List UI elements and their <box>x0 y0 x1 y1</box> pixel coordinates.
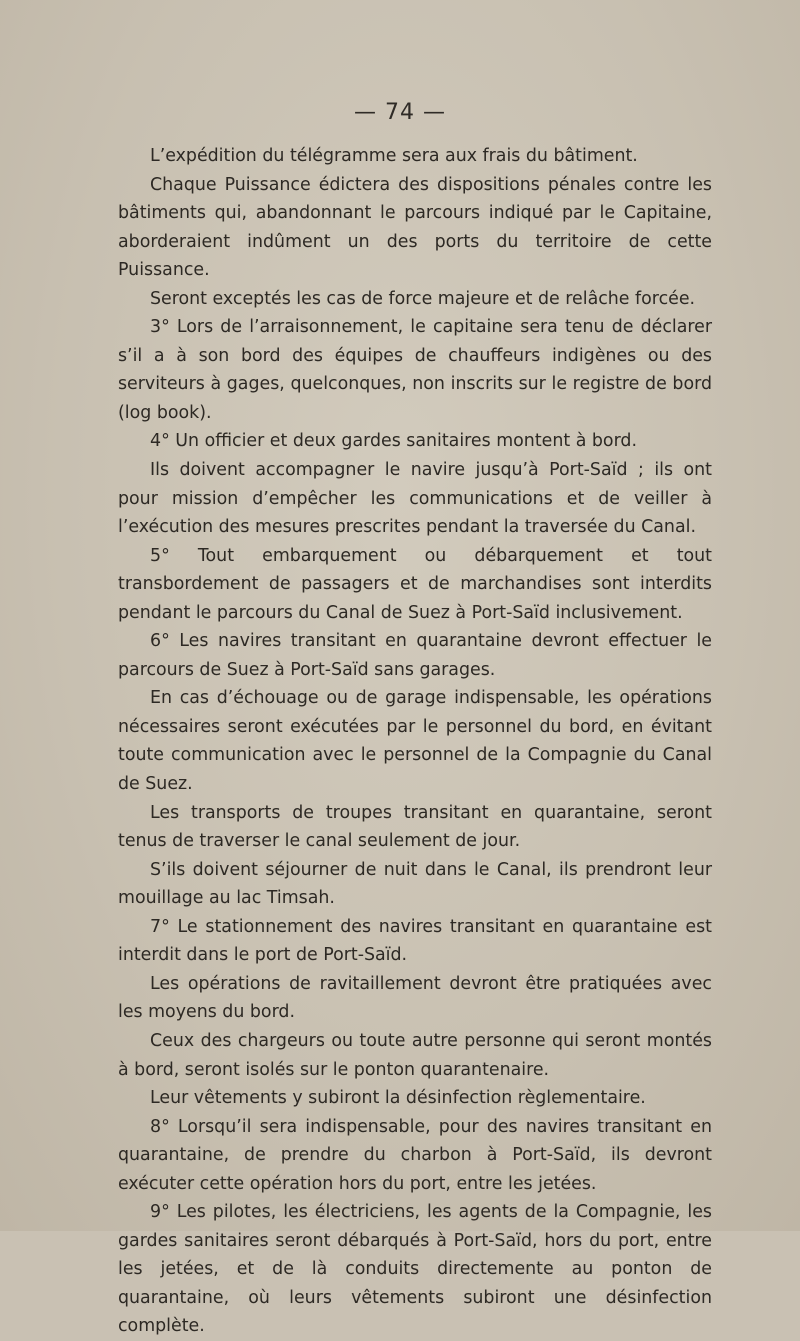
paragraph: Ils doivent accompagner le navire jusqu’à Port-Saïd ; ils ont pour mission d’empêcher les communications et de veiller à l’exécution des mesures prescrites pendant la traversée du Canal. <box>118 460 712 538</box>
paragraph: Ceux des chargeurs ou toute autre personne qui seront montés à bord, seront isolés sur le ponton quarantenaire. <box>118 1030 712 1080</box>
paragraph: S’ils doivent séjourner de nuit dans le Canal, ils prendront leur mouillage au lac Timsah. <box>118 859 712 909</box>
paragraph: 4° Un officier et deux gardes sanitaires montent à bord. <box>150 431 637 452</box>
paragraph: En cas d’échouage ou de garage indispensable, les opérations nécessaires seront exécutées par le personnel du bord, en évitant toute communication avec le personnel de la Compagnie du Canal de Suez. <box>118 688 712 795</box>
paragraph: 7° Le stationnement des navires transitant en quarantaine est interdit dans le port de Port-Saïd. <box>118 916 712 966</box>
body-text <box>118 142 712 1341</box>
paragraph: Les opérations de ravitaillement devront être pratiquées avec les moyens du bord. <box>118 973 712 1023</box>
paragraph: 3° Lors de l’arraisonnement, le capitaine sera tenu de déclarer s’il a à son bord des équipes de chauffeurs indigènes ou des serviteurs à gages, quelconques, non inscrits sur le registre de bord (log book). <box>118 317 712 423</box>
paragraph: Leur vêtements y subiront la désinfection règlementaire. <box>150 1088 646 1109</box>
paragraph: 6° Les navires transitant en quarantaine devront effectuer le parcours de Suez à Port-Saïd sans garages. <box>118 631 712 680</box>
paragraph: L’expédition du télégramme sera aux frais du bâtiment. <box>150 146 638 166</box>
paragraph: Les transports de troupes transitant en quarantaine, seront tenus de traverser le canal seulement de jour. <box>118 802 712 852</box>
paragraph: 9° Les pilotes, les électriciens, les agents de la Compagnie, les gardes sanitaires seront débarqués à Port-Saïd, hors du port, entre les jetées, et de là conduits directemente au ponton de quarantaine, où leurs vêtements subiront une désinfection complète. <box>118 1202 712 1337</box>
paragraph: Chaque Puissance édictera des dispositions pénales contre les bâtiments qui, abandonnant le parcours indiqué par le Capitaine, aborderaient indûment un des ports du territoire de cette Puissance. <box>118 174 712 281</box>
page-number: — 74 — <box>354 100 446 125</box>
paragraph: Seront exceptés les cas de force majeure et de relâche forcée. <box>150 288 696 309</box>
paragraph: 5° Tout embarquement ou débarquement et tout transbordement de passagers et de marchandises sont interdits pendant le parcours du Canal de Suez à Port-Saïd inclusivement. <box>118 545 712 623</box>
paragraph: 8° Lorsqu’il sera indispensable, pour des navires transitant en quarantaine, de prendre du charbon à Port-Saïd, ils devront exécuter cette opération hors du port, entre les jetées. <box>118 1116 712 1194</box>
